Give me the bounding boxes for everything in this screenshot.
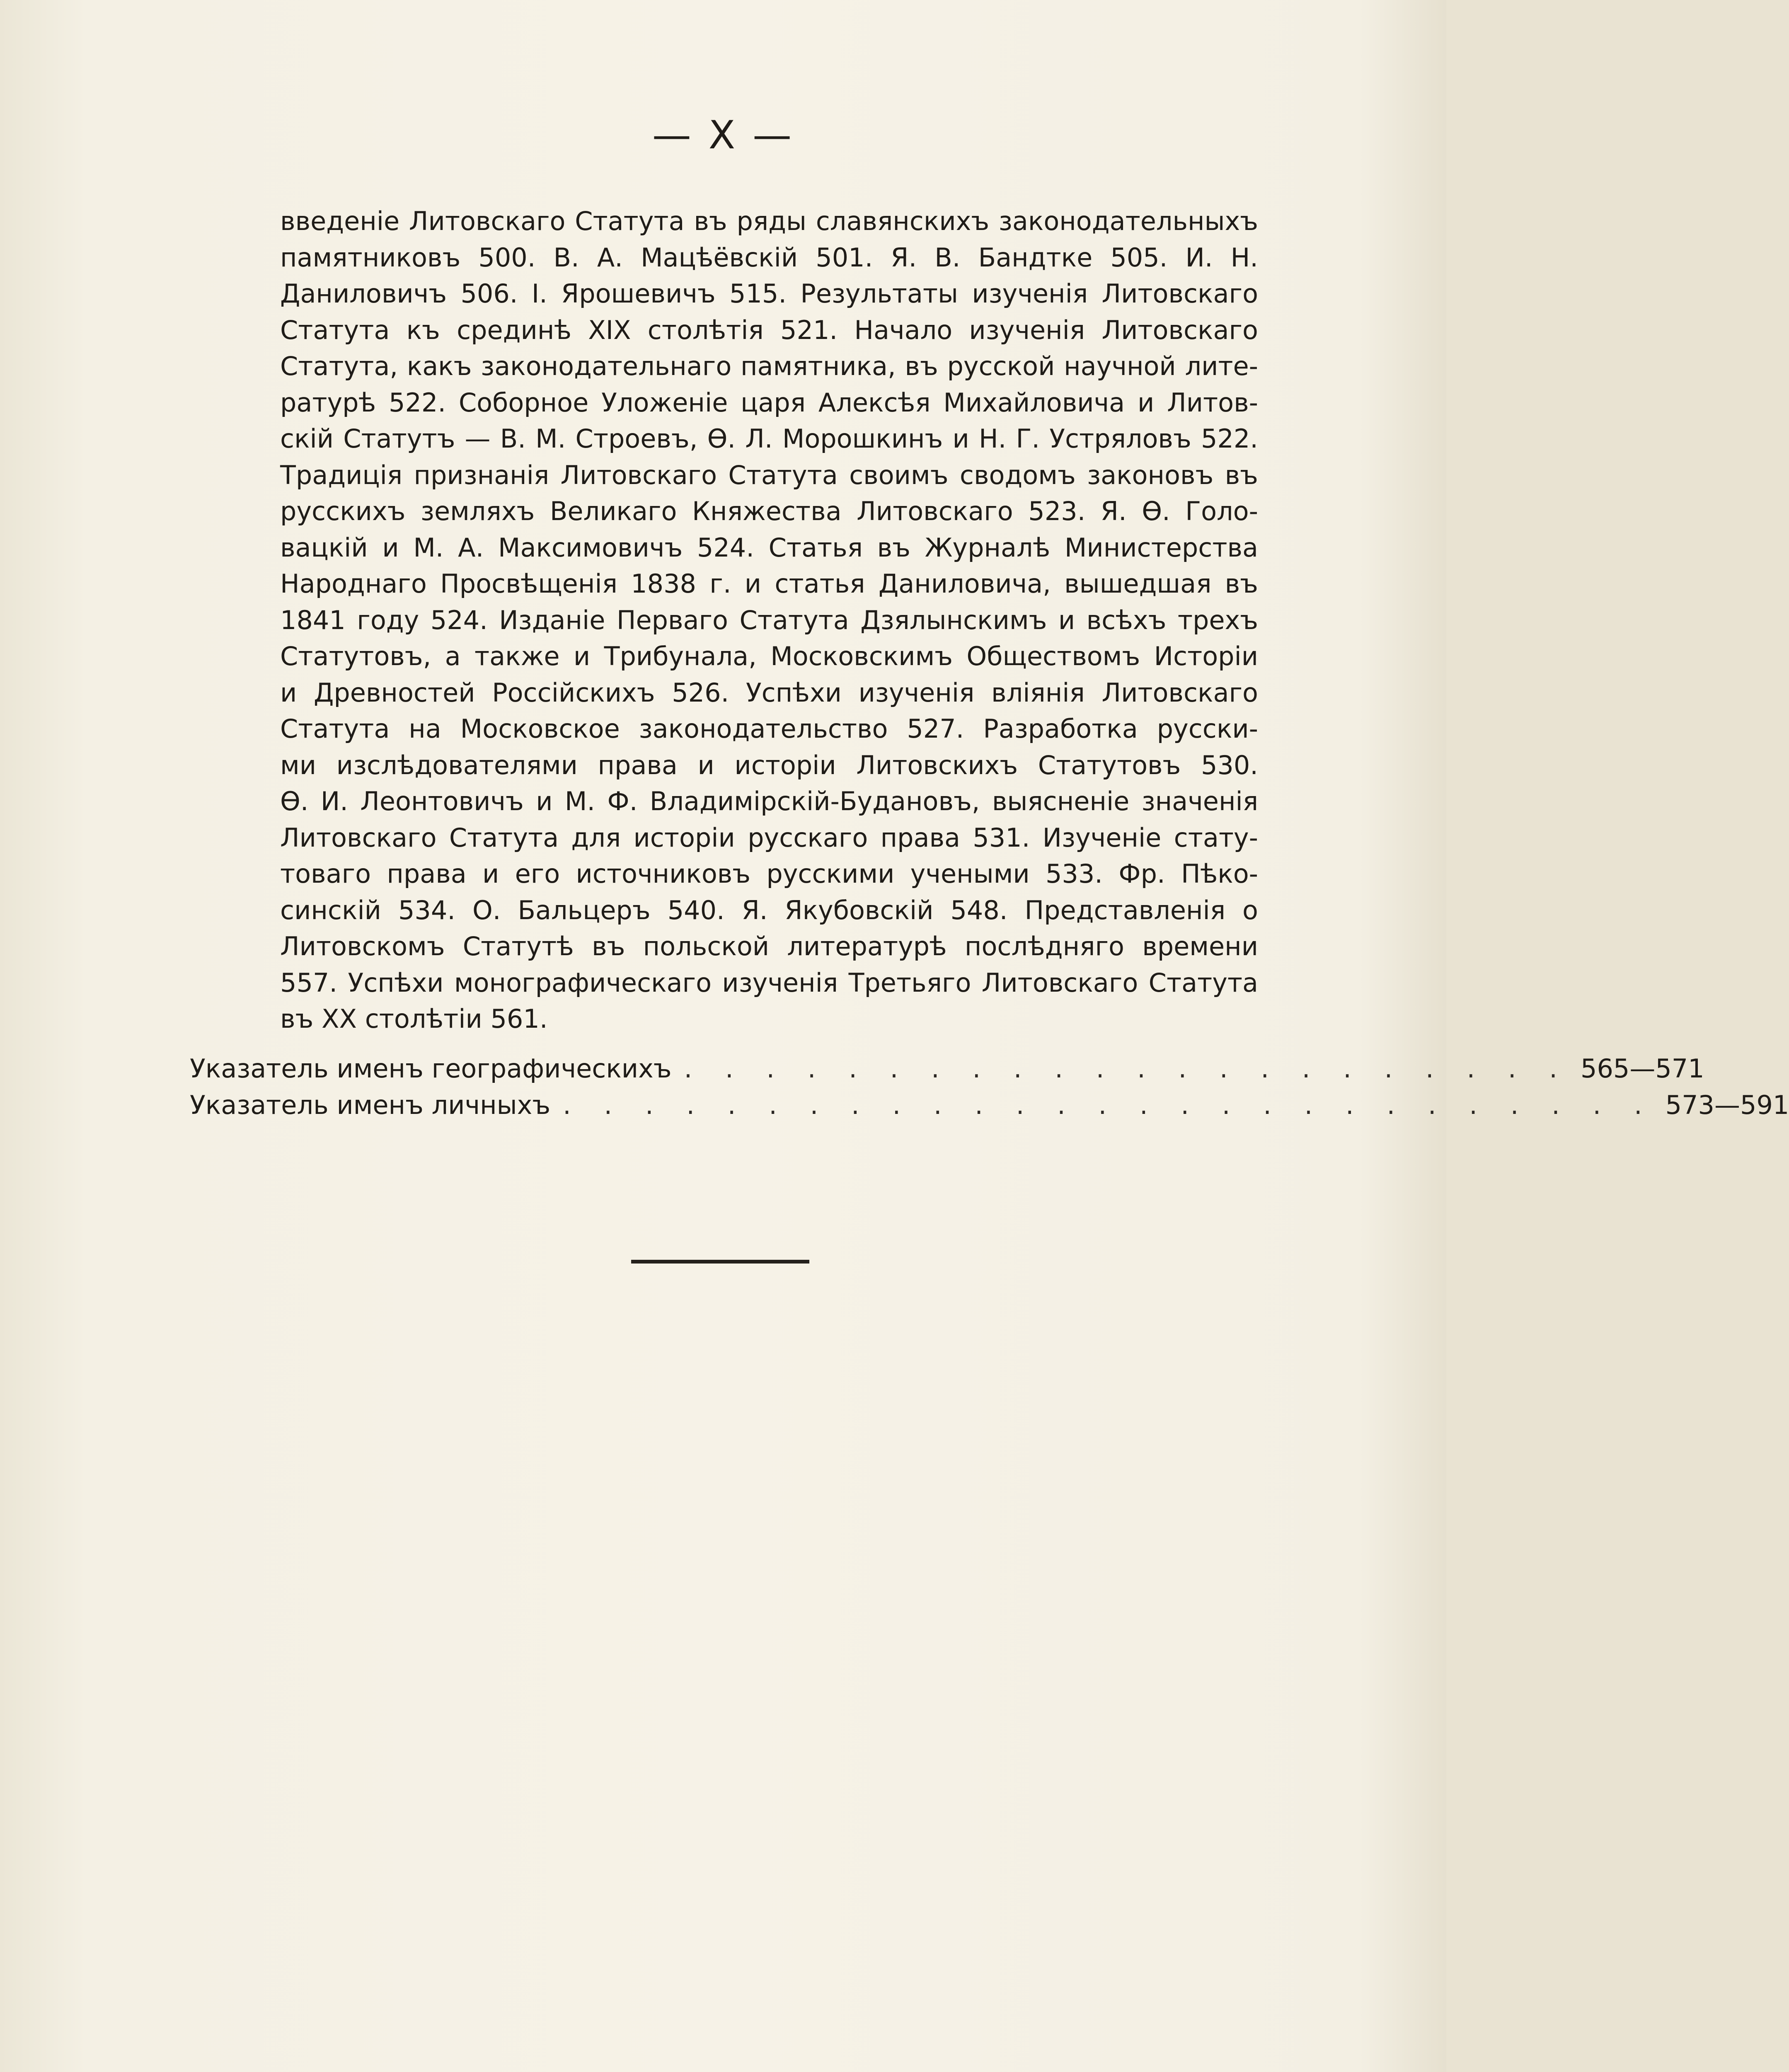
paragraph-line: ми изслѣдователями права и исторіи Литовскихъ Статутовъ 530. — [280, 750, 1258, 780]
paragraph-line: товаго права и его источниковъ русскими учеными 533. Фр. Пѣко- — [280, 859, 1258, 889]
index-entry-label: Указатель именъ личныхъ — [190, 1089, 551, 1120]
page-number: — X — — [652, 113, 794, 158]
paragraph-line: Традиція признанія Литовскаго Статута своимъ сводомъ законовъ въ — [280, 460, 1258, 490]
index-entry-personal — [190, 1087, 1789, 1123]
paragraph-line: Народнаго Просвѣщенія 1838 г. и статья Даниловича, вышедшая въ — [280, 569, 1258, 599]
paragraph-line: русскихъ земляхъ Великаго Княжества Литовскаго 523. Я. Ѳ. Голо- — [280, 496, 1258, 526]
paragraph-line: памятниковъ 500. В. А. Мацѣёвскій 501. Я. В. Бандтке 505. И. Н. — [280, 242, 1258, 273]
paragraph-line: скій Статутъ — В. М. Строевъ, Ѳ. Л. Морошкинъ и Н. Г. Устряловъ 522. — [280, 424, 1258, 454]
paragraph-line: Литовскаго Статута для исторіи русскаго права 531. Изученіе стату- — [280, 822, 1258, 853]
paragraph-line: Статута, какъ законодательнаго памятника, въ русской научной лите- — [280, 351, 1258, 381]
paragraph-line: 1841 году 524. Изданіе Перваго Статута Дзялынскимъ и всѣхъ трехъ — [280, 605, 1258, 635]
paragraph-line: 557. Успѣхи монографическаго изученія Третьяго Литовскаго Статута — [280, 967, 1258, 998]
end-rule-divider — [631, 1260, 809, 1264]
paragraph-line: введеніе Литовскаго Статута въ ряды славянскихъ законодательныхъ — [280, 206, 1258, 236]
index-entry-leader-dots: . . . . . . . . . . . . . . . . . . . . . . — [684, 1053, 1570, 1084]
index-entry-leader-dots: . . . . . . . . . . . . . . . . . . . . . . . . . . . — [563, 1089, 1655, 1120]
table-of-contents-paragraph — [280, 203, 1258, 1037]
paragraph-line: Статута на Московское законодательство 527. Разработка русски- — [280, 714, 1258, 744]
paragraph-line: Ѳ. И. Леонтовичъ и М. Ф. Владимірскій-Будановъ, выясненіе значенія — [280, 786, 1258, 816]
index-entry-pages: 565—571 — [1581, 1053, 1704, 1084]
index-entry-label: Указатель именъ географическихъ — [190, 1053, 672, 1084]
paragraph-line: ратурѣ 522. Соборное Уложеніе царя Алексѣя Михайловича и Литов- — [280, 387, 1258, 418]
paragraph-line: Статутовъ, а также и Трибунала, Московскимъ Обществомъ Исторіи — [280, 641, 1258, 671]
paragraph-line: Статута къ срединѣ XIX столѣтія 521. Начало изученія Литовскаго — [280, 315, 1258, 345]
paragraph-line: Даниловичъ 506. І. Ярошевичъ 515. Результаты изученія Литовскаго — [280, 278, 1258, 309]
index-entry-pages: 573—591 — [1665, 1089, 1789, 1120]
index-list — [190, 1051, 1789, 1123]
paragraph-line: вацкій и М. А. Максимовичъ 524. Статья въ Журналѣ Министерства — [280, 532, 1258, 563]
paragraph-line: Литовскомъ Статутѣ въ польской литературѣ послѣдняго времени — [280, 931, 1258, 961]
paragraph-line: синскій 534. О. Бальцеръ 540. Я. Якубовскій 548. Представленія о — [280, 895, 1258, 925]
paragraph-line: въ XX столѣтіи 561. — [280, 1004, 548, 1034]
index-entry-geographic — [190, 1051, 1704, 1087]
paragraph-line: и Древностей Россійскихъ 526. Успѣхи изученія вліянія Литовскаго — [280, 677, 1258, 708]
